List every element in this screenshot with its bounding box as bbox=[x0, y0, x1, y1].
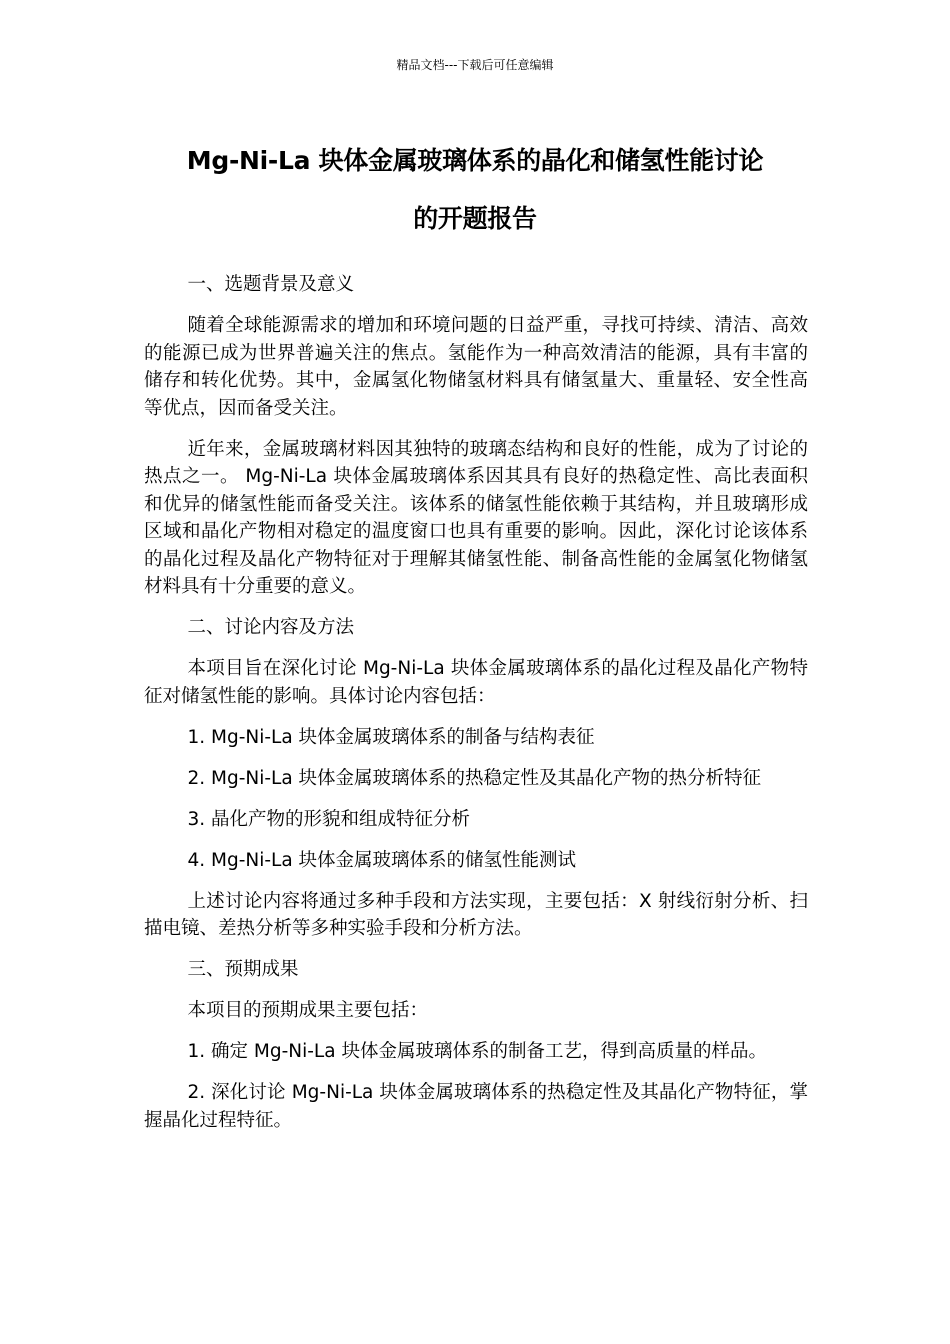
document-body bbox=[144, 271, 808, 1148]
section-heading-background: 一、选题背景及意义 bbox=[187, 274, 354, 295]
paragraph-metallic-glass: 近年来，金属玻璃材料因其独特的玻璃态结构和良好的性能，成为了讨论的热点之一。 Mg-Ni-La 块体金属玻璃体系因其具有良好的热稳定性、高比表面积和优异的储氢性能而备受关注。该体系的储氢性能依赖于其结构，并且玻璃形成区域和晶化产物相对稳定的温度窗口也具有重要的影响。因此，深化讨论该体系的晶化过程及晶化产物特征对于理解其储氢性能、制备高性能的金属氢化物储氢材料具有十分重要的意义。 bbox=[144, 438, 808, 597]
list-item-result-1: 1. 确定 Mg-Ni-La 块体金属玻璃体系的制备工艺，得到高质量的样品。 bbox=[187, 1041, 767, 1062]
document-title bbox=[140, 132, 810, 248]
title-line-1: Mg-Ni-La 块体金属玻璃体系的晶化和储氢性能讨论 bbox=[186, 146, 764, 175]
paragraph-results-intro: 本项目的预期成果主要包括： bbox=[187, 1000, 428, 1021]
list-item-research-1: 1. Mg-Ni-La 块体金属玻璃体系的制备与结构表征 bbox=[187, 726, 595, 748]
list-item-result-2: 2. 深化讨论 Mg-Ni-La 块体金属玻璃体系的热稳定性及其晶化产物特征，掌握晶化过程特征。 bbox=[144, 1082, 808, 1131]
title-line-2: 的开题报告 bbox=[413, 204, 537, 233]
paragraph-project-aim: 本项目旨在深化讨论 Mg-Ni-La 块体金属玻璃体系的晶化过程及晶化产物特征对储氢性能的影响。具体讨论内容包括： bbox=[144, 658, 808, 707]
list-item-research-4: 4. Mg-Ni-La 块体金属玻璃体系的储氢性能测试 bbox=[187, 849, 577, 871]
paragraph-energy-context: 随着全球能源需求的增加和环境问题的日益严重，寻找可持续、清洁、高效的能源已成为世界普遍关注的焦点。氢能作为一种高效清洁的能源，具有丰富的储存和转化优势。其中，金属氢化物储氢材料具有储氢量大、重量轻、安全性高等优点，因而备受关注。 bbox=[144, 315, 808, 419]
paragraph-methods: 上述讨论内容将通过多种手段和方法实现，主要包括：X 射线衍射分析、扫描电镜、差热分析等多种实验手段和分析方法。 bbox=[144, 890, 808, 939]
section-heading-expected-results: 三、预期成果 bbox=[187, 959, 299, 980]
list-item-research-3: 3. 晶化产物的形貌和组成特征分析 bbox=[187, 808, 471, 830]
section-heading-content-methods: 二、讨论内容及方法 bbox=[187, 617, 354, 638]
list-item-research-2: 2. Mg-Ni-La 块体金属玻璃体系的热稳定性及其晶化产物的热分析特征 bbox=[187, 767, 762, 789]
page-header: 精品文档---下载后可任意编辑 bbox=[396, 58, 554, 72]
